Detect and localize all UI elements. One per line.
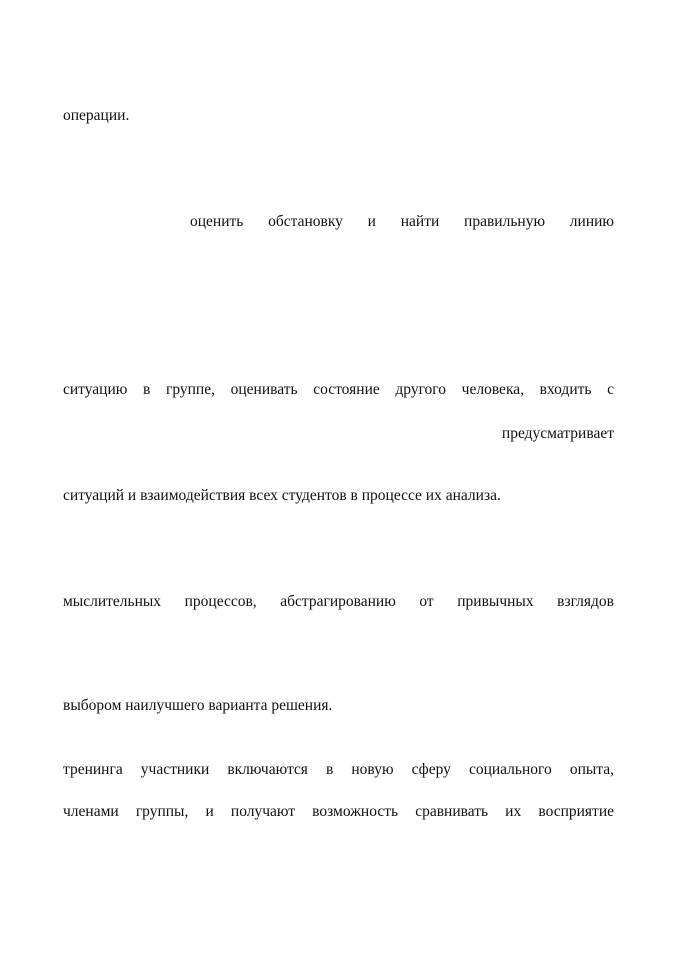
text-line-3: ситуацию в группе, оценивать состояние другого человека, входить с bbox=[63, 381, 614, 398]
text-line-6: мыслительных процессов, абстрагированию от привычных взглядов bbox=[63, 593, 614, 610]
text-line-5: ситуаций и взаимодействия всех студентов в процессе их анализа. bbox=[63, 487, 501, 504]
text-line-2: оценить обстановку и найти правильную линию bbox=[190, 213, 614, 230]
text-line-7: выбором наилучшего варианта решения. bbox=[63, 697, 333, 714]
text-line-9: членами группы, и получают возможность сравнивать их восприятие bbox=[63, 803, 614, 820]
text-line-1: операции. bbox=[63, 107, 130, 124]
text-line-4: предусматривает bbox=[501, 425, 614, 442]
text-line-8: тренинга участники включаются в новую сферу социального опыта, bbox=[63, 761, 614, 778]
